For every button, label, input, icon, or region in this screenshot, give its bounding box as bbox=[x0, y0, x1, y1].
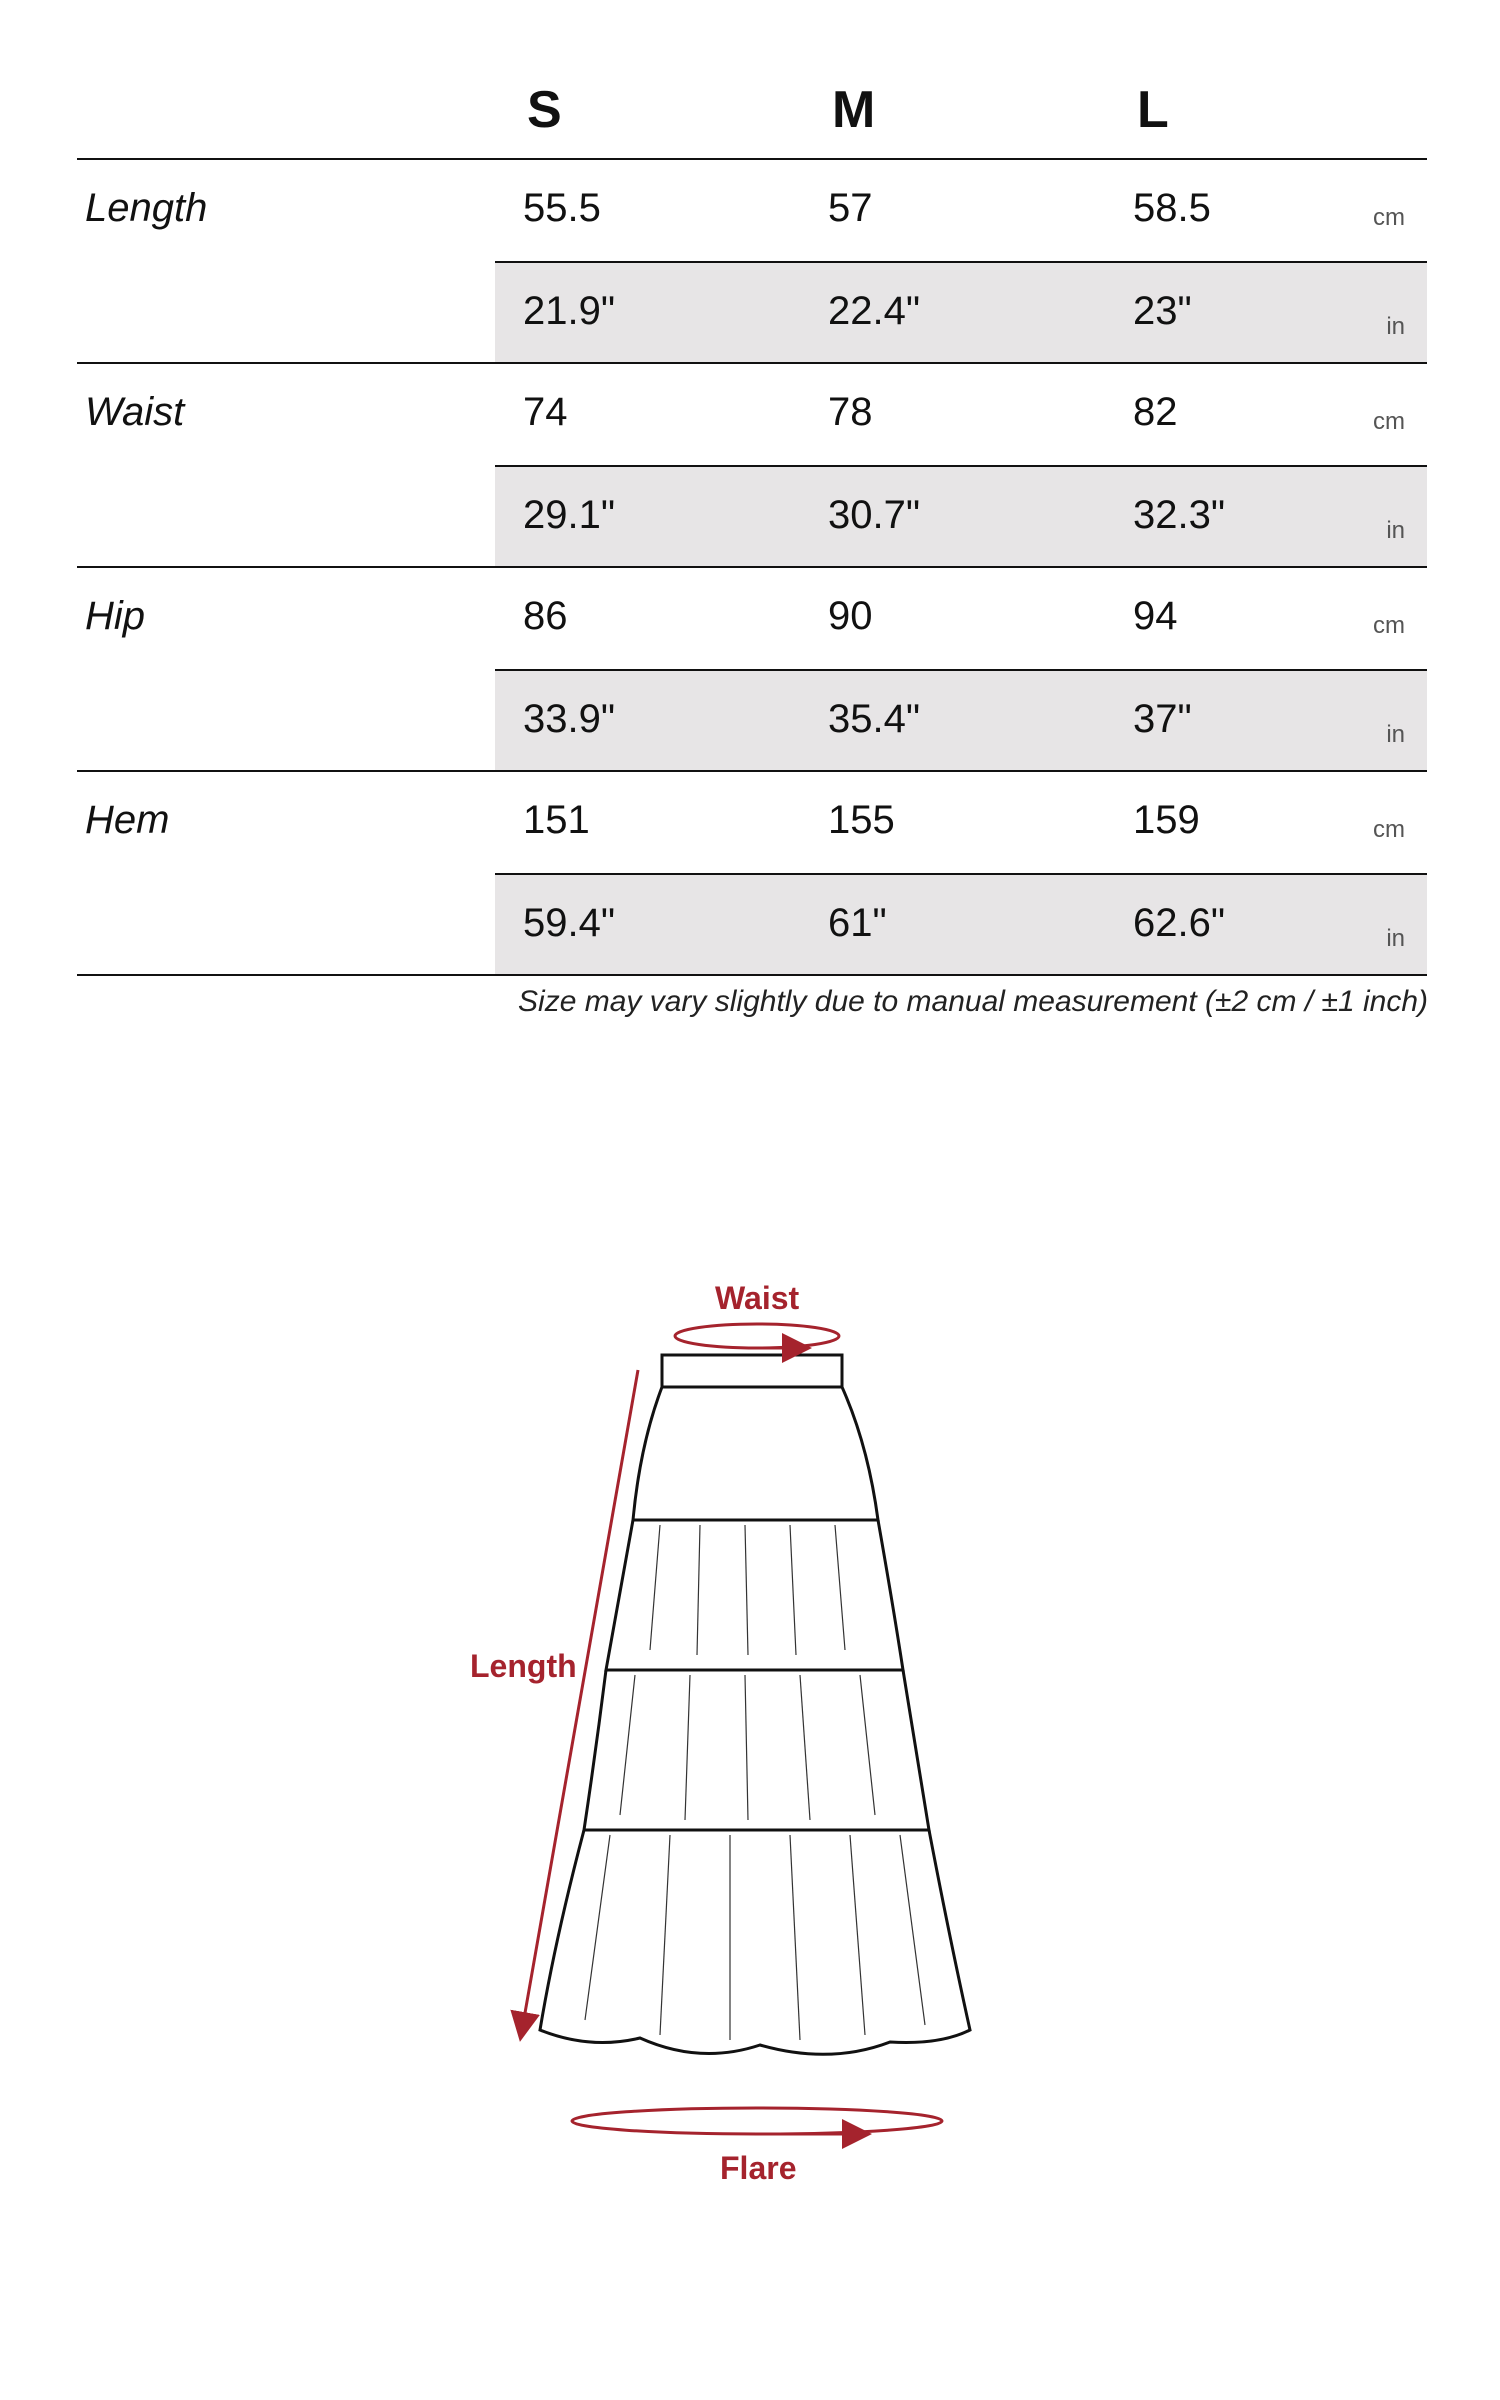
size-l-header: L bbox=[1137, 81, 1169, 139]
length-arrow-icon bbox=[522, 1370, 638, 2030]
value-cell: 159 bbox=[1133, 798, 1200, 842]
value-cell: 94 bbox=[1133, 594, 1178, 638]
value-cell: 37" bbox=[1133, 697, 1192, 741]
value-cell: 74 bbox=[523, 390, 568, 434]
value-cell: 58.5 bbox=[1133, 186, 1211, 230]
value-cell: 78 bbox=[828, 390, 873, 434]
value-cell: 151 bbox=[523, 798, 590, 842]
unit-label: cm bbox=[1373, 204, 1405, 231]
in-row bbox=[495, 261, 1427, 362]
measurement-label: Length bbox=[85, 186, 208, 230]
measurement-group-hem bbox=[77, 772, 1427, 976]
skirt-outline bbox=[540, 1355, 970, 2054]
measurement-group-waist bbox=[77, 364, 1427, 568]
in-row bbox=[495, 669, 1427, 770]
value-cell: 155 bbox=[828, 798, 895, 842]
value-cell: 57 bbox=[828, 186, 873, 230]
value-cell: 86 bbox=[523, 594, 568, 638]
measurement-note: Size may vary slightly due to manual measurement (±2 cm / ±1 inch) bbox=[518, 985, 1428, 1018]
value-cell: 90 bbox=[828, 594, 873, 638]
size-s-header: S bbox=[527, 81, 562, 139]
value-cell: 35.4" bbox=[828, 697, 921, 741]
in-row bbox=[495, 873, 1427, 974]
unit-label: in bbox=[1386, 721, 1405, 748]
cm-row bbox=[495, 772, 1427, 873]
waist-arrow-ellipse bbox=[675, 1324, 839, 1348]
unit-label: in bbox=[1386, 925, 1405, 952]
skirt-measurement-diagram bbox=[0, 1230, 1500, 2190]
value-cell: 23" bbox=[1133, 289, 1192, 333]
value-cell: 62.6" bbox=[1133, 901, 1226, 945]
measurement-group-hip bbox=[77, 568, 1427, 772]
unit-label: cm bbox=[1373, 612, 1405, 639]
size-chart-table bbox=[77, 78, 1427, 976]
value-cell: 61" bbox=[828, 901, 887, 945]
unit-label: cm bbox=[1373, 408, 1405, 435]
measurement-label: Waist bbox=[85, 390, 185, 434]
value-cell: 29.1" bbox=[523, 493, 616, 537]
unit-label: in bbox=[1386, 313, 1405, 340]
value-cell: 55.5 bbox=[523, 186, 601, 230]
in-row bbox=[495, 465, 1427, 566]
value-cell: 22.4" bbox=[828, 289, 921, 333]
length-label: Length bbox=[470, 1648, 577, 1684]
measurement-label: Hem bbox=[85, 798, 170, 842]
skirt-illustration bbox=[0, 1230, 1500, 2190]
flare-arrow-ellipse bbox=[572, 2108, 942, 2134]
size-m-header: M bbox=[832, 81, 876, 139]
value-cell: 32.3" bbox=[1133, 493, 1226, 537]
unit-label: cm bbox=[1373, 816, 1405, 843]
measurement-group-length bbox=[77, 160, 1427, 364]
value-cell: 30.7" bbox=[828, 493, 921, 537]
value-cell: 82 bbox=[1133, 390, 1178, 434]
value-cell: 59.4" bbox=[523, 901, 616, 945]
flare-label: Flare bbox=[720, 2150, 797, 2186]
cm-row bbox=[495, 568, 1427, 669]
measurement-label: Hip bbox=[85, 594, 146, 638]
unit-label: in bbox=[1386, 517, 1405, 544]
waist-label: Waist bbox=[715, 1280, 800, 1316]
value-cell: 21.9" bbox=[523, 289, 616, 333]
cm-row bbox=[495, 364, 1427, 465]
size-header-row bbox=[77, 78, 1427, 160]
cm-row bbox=[495, 160, 1427, 261]
skirt-folds bbox=[585, 1525, 925, 2040]
value-cell: 33.9" bbox=[523, 697, 616, 741]
